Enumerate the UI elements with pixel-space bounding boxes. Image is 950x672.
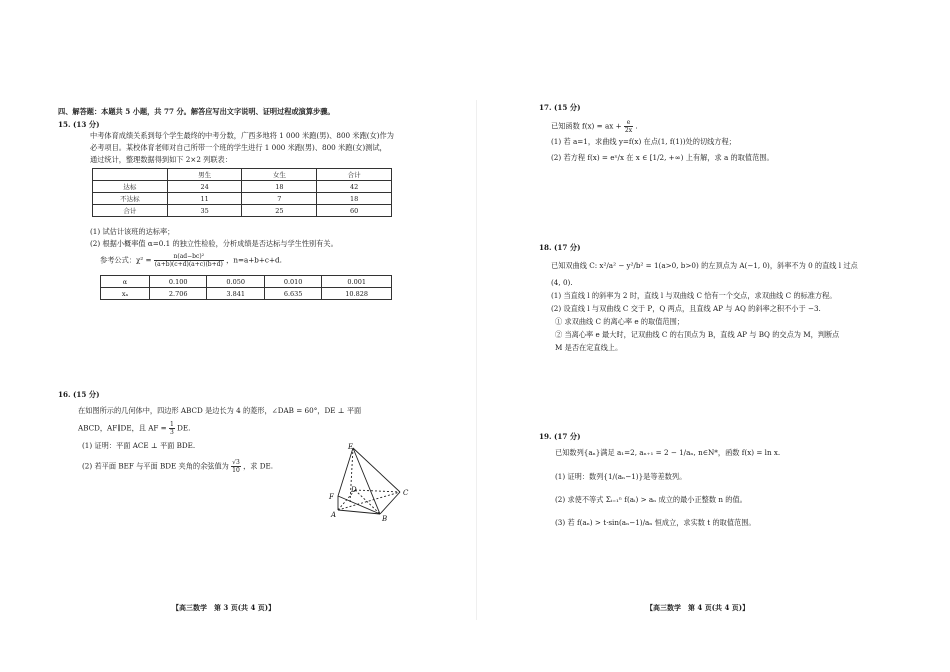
table-cell: 6.635 [264, 288, 321, 300]
geometry-figure [320, 440, 420, 522]
right-footer: 【高三数学 第 4 页(共 4 页)】 [646, 603, 750, 612]
q16-line2-post: DE. [177, 423, 191, 433]
q17-sub1: (1) 若 a=1，求曲线 y=f(x) 在点(1, f(1))处的切线方程； [551, 137, 736, 146]
q15-para-line: 通过统计，整理数据得到如下 2×2 列联表： [90, 155, 232, 164]
q18-number: 18. (17 分) [539, 243, 581, 252]
q16-line2 [78, 421, 190, 436]
table-cell: 25 [242, 205, 317, 217]
q16-fraction [169, 421, 175, 436]
table-cell: 18 [242, 181, 317, 193]
table-row [93, 181, 392, 193]
frac-numerator: 1 [170, 421, 174, 428]
q16-number: 16. (15 分) [58, 390, 100, 399]
table-cell: 35 [167, 205, 242, 217]
table-cell: α [101, 276, 150, 288]
table-cell: xₐ [101, 288, 150, 300]
q17-sub2: (2) 若方程 f(x) = eˣ/x 在 x ∈ [1/2, +∞) 上有解，求 a 的取值范围。 [551, 153, 774, 162]
q16-line1: 在如图所示的几何体中，四边形 ABCD 是边长为 4 的菱形，∠DAB = 60°，DE ⊥ 平面 [78, 406, 362, 415]
q17-given [551, 119, 638, 134]
q18-sub2b-line2: M 是否在定直线上。 [555, 343, 623, 352]
q18-line1: 已知双曲线 C: x²/a² − y²/b² = 1(a>0, b>0) 的左顶点为 A(−1, 0)，斜率不为 0 的直线 l 过点 [551, 261, 858, 270]
q18-sub2a: ① 求双曲线 C 的离心率 e 的取值范围； [555, 317, 684, 326]
q18-sub1: (1) 当直线 l 的斜率为 2 时，直线 l 与双曲线 C 恰有一个交点，求双曲线 C 的标准方程。 [551, 291, 837, 300]
frac-numerator: e [624, 119, 633, 127]
q18-line2: (4, 0). [551, 278, 573, 287]
table-cell: 0.100 [150, 276, 207, 288]
page-divider [476, 100, 477, 620]
formula-fraction [154, 253, 224, 268]
q17-given-post: . [635, 121, 638, 131]
q15-para-line: 必考项目。某校体育老师对自己所带一个班的学生进行 1 000 米跑(男)、800 米跑(女)测试， [90, 143, 387, 152]
q18-sub2: (2) 设直线 l 与双曲线 C 交于 P，Q 两点，且直线 AP 与 AQ 的斜率之积不小于 −3. [551, 304, 821, 313]
table-cell: 不达标 [93, 193, 168, 205]
table-cell: 男生 [167, 169, 242, 181]
formula-tail: ，n=a+b+c+d. [226, 255, 282, 265]
contingency-table [92, 168, 392, 217]
table-cell: 达标 [93, 181, 168, 193]
q18-sub2b-line1: ② 当离心率 e 最大时，记双曲线 C 的右顶点为 B，直线 AP 与 BQ 的交点为 M，判断点 [555, 330, 840, 339]
q16-sub2-post: ，求 DE. [243, 461, 274, 471]
q17-given-pre: 已知函数 f(x) = ax + [551, 121, 622, 131]
q16-sub2 [82, 459, 273, 474]
q16-sub2-pre: (2) 若平面 BEF 与平面 BDE 夹角的余弦值为 [82, 461, 229, 471]
q16-sub1: (1) 证明：平面 ACE ⊥ 平面 BDE. [82, 441, 196, 450]
table-cell: 42 [317, 181, 392, 193]
frac-denominator: 3 [170, 429, 174, 436]
figure-label: F [329, 493, 334, 501]
formula [100, 253, 282, 268]
formula-numerator: n(ad−bc)² [154, 253, 224, 261]
q15-para-line: 中考体育成绩关系到每个学生最终的中考分数，广西多地将 1 000 米跑(男)、800 米跑(女)作为 [90, 131, 394, 140]
formula-denominator: (a+b)(c+d)(a+c)(b+d) [154, 261, 223, 268]
q19-number: 19. (17 分) [539, 432, 581, 441]
table-cell [93, 169, 168, 181]
table-cell: 0.001 [322, 276, 392, 288]
table-cell: 0.010 [264, 276, 321, 288]
table-cell: 11 [167, 193, 242, 205]
table-cell: 合计 [93, 205, 168, 217]
figure-label: A [331, 511, 337, 519]
formula-label: 参考公式：χ² = [100, 255, 152, 265]
table-row [101, 288, 392, 300]
q16-line2-pre: ABCD，AF∥DE，且 AF = [78, 423, 167, 433]
left-footer: 【高三数学 第 3 页(共 4 页)】 [172, 603, 276, 612]
figure-label: E [348, 443, 354, 451]
section-header: 四、解答题：本题共 5 小题，共 77 分。解答应写出文字说明、证明过程或演算步骤。 [58, 107, 335, 116]
q17-fraction [624, 119, 633, 134]
table-cell: 合计 [317, 169, 392, 181]
table-cell: 60 [317, 205, 392, 217]
q15-sub1: (1) 试估计该班的达标率； [90, 227, 175, 236]
table-cell: 10.828 [322, 288, 392, 300]
q19-given: 已知数列{aₙ}满足 a₁=2, aₙ₊₁ = 2 − 1/aₙ, n∈N*，函数 f(x) = ln x. [555, 448, 781, 457]
q19-sub2: (2) 求使不等式 Σᵢ₌₁ⁿ f(aᵢ) > aₙ 成立的最小正整数 n 的值。 [555, 495, 747, 504]
figure-label: C [403, 489, 409, 497]
table-row [101, 276, 392, 288]
table-row [93, 193, 392, 205]
frac-numerator: √3 [232, 459, 240, 466]
q19-sub3: (3) 若 f(aₙ) > t·sin(aₙ−1)/aₙ 恒成立，求实数 t 的取值范围。 [555, 518, 756, 527]
table-cell: 24 [167, 181, 242, 193]
table-cell: 7 [242, 193, 317, 205]
q15-number: 15. (13 分) [58, 120, 100, 129]
table-cell: 18 [317, 193, 392, 205]
table-row [93, 169, 392, 181]
frac-denominator: 2x [624, 127, 633, 134]
table-cell: 0.050 [207, 276, 264, 288]
figure-label: B [382, 515, 388, 522]
critical-value-table [100, 275, 392, 300]
table-cell: 女生 [242, 169, 317, 181]
q16-sub2-fraction [231, 459, 241, 474]
figure-label: D [351, 486, 357, 494]
table-cell: 2.706 [150, 288, 207, 300]
q19-sub1: (1) 证明：数列{1/(aₙ−1)}是等差数列。 [555, 472, 687, 481]
q17-number: 17. (15 分) [539, 103, 581, 112]
table-cell: 3.841 [207, 288, 264, 300]
table-row [93, 205, 392, 217]
frac-denominator: 10 [232, 467, 240, 474]
q15-sub2: (2) 根据小概率值 α=0.1 的独立性检验，分析成绩是否达标与学生性别有关。 [90, 239, 338, 248]
